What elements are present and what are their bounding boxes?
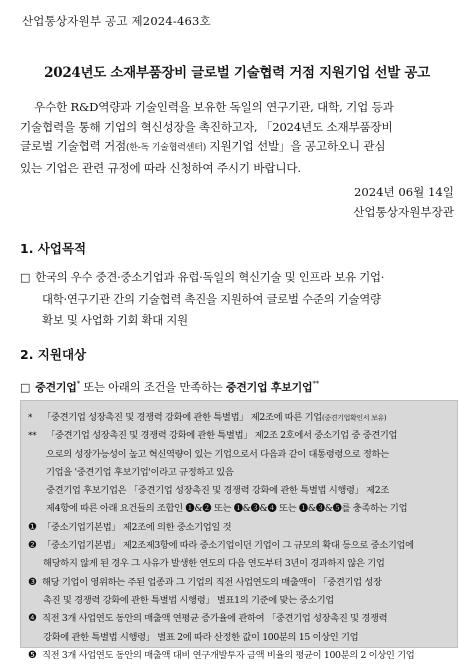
condition-text: 「중소기업기본법」 제2조제3항에 따라 중소기업이던 기업이 그 규모의 확대 등으로 중소기업에 bbox=[42, 540, 414, 552]
condition-1-icon: ❶ bbox=[28, 521, 37, 533]
intro-line: 우수한 R&D역량과 기술인력을 보유한 독일의 연구기관, 대학, 기업 등과 bbox=[34, 100, 394, 114]
condition-5-icon: ❺ bbox=[28, 649, 37, 661]
condition-line bbox=[28, 574, 452, 592]
condition-2-icon: ❷ bbox=[28, 540, 37, 552]
condition-line bbox=[28, 647, 452, 665]
target-text: 또는 아래의 조건을 만족하는 bbox=[79, 379, 226, 394]
condition-text: 직전 3개 사업연도 동안의 매출액 연평균 증가율에 관하여 「중견기업 성장촉진 및 경쟁력 bbox=[42, 613, 388, 625]
intro-paragraph bbox=[20, 98, 456, 178]
purpose-text: 한국의 우수 중견·중소기업과 유럽·독일의 혁신기술 및 인프라 보유 기업· bbox=[35, 270, 385, 284]
note-line: 으로의 성장가능성이 높고 혁신역량이 있는 기업으로서 다음과 같이 대통령령으로 정하는 bbox=[46, 448, 389, 460]
page-title: 2024년도 소재부품장비 글로벌 기술협력 거점 지원기업 선발 공고 bbox=[44, 65, 430, 81]
note-small-text: (중견기업확인서 보유) bbox=[321, 414, 387, 422]
note-line: 제4항에 따른 아래 요건들의 조합인 ❶&❷ 또는 ❶&❸&❹ 또는 ❶&❸&❺를 충족하는 기업 bbox=[46, 503, 408, 515]
target-line bbox=[20, 374, 456, 398]
checkbox-square-icon: □ bbox=[20, 271, 31, 284]
intro-small-text: (한-독 기술협력센터) bbox=[125, 143, 207, 153]
note-line: 중견기업 후보기업은 「중견기업 성장촉진 및 경쟁력 강화에 관한 특별법 시행령」 제2조 bbox=[46, 485, 389, 497]
section-heading-purpose: 1. 사업목적 bbox=[20, 241, 87, 256]
intro-line: 있는 기업은 관련 규정에 따라 신청하여 주시기 바랍니다. bbox=[20, 160, 301, 175]
purpose-bullet bbox=[20, 267, 456, 332]
purpose-line bbox=[20, 267, 456, 289]
condition-line: 해당하지 않게 된 경우 그 사유가 발생한 연도의 다음 연도부터 3년이 경과하지 않은 기업 bbox=[43, 558, 385, 570]
notice-number: 산업통상자원부 공고 제2024-463호 bbox=[22, 14, 211, 28]
target-midsize: 중견기업 bbox=[35, 380, 77, 394]
purpose-line: 대학·연구기관 간의 기술협력 촉진을 지원하여 글로벌 수준의 기술역량 bbox=[42, 291, 381, 306]
notice-signer: 산업통상자원부장관 bbox=[353, 205, 454, 219]
intro-line: 기술협력을 통해 기업의 혁신성장을 촉진하고자, 「2024년도 소재부품장비 bbox=[20, 119, 393, 134]
condition-line bbox=[28, 610, 452, 628]
condition-line: 촉진 및 경쟁력 강화에 관한 특별법 시행령」 별표1의 기준에 맞는 중소기업 bbox=[43, 594, 334, 606]
condition-line bbox=[28, 537, 452, 555]
note-line bbox=[28, 427, 452, 445]
condition-text: 직전 3개 사업연도 동안의 매출액 대비 연구개발투자 금액 비율의 평균이 100분의 2 이상인 기업 bbox=[42, 649, 415, 661]
condition-line bbox=[28, 519, 452, 537]
target-candidate: 중견기업 후보기업 bbox=[225, 380, 313, 394]
intro-text: 글로벌 기술협력 거점 bbox=[20, 139, 126, 153]
intro-text: 지원기업 선발」을 공고하오니 관심 bbox=[206, 139, 386, 153]
intro-line bbox=[20, 137, 456, 159]
condition-text: 「중소기업기본법」 제2조에 의한 중소기업일 것 bbox=[42, 521, 232, 533]
notes-list bbox=[28, 409, 452, 665]
note-line bbox=[28, 409, 452, 427]
target-bullet bbox=[20, 374, 456, 398]
checkbox-square-icon: □ bbox=[20, 380, 31, 394]
note-text: 「중견기업 성장촉진 및 경쟁력 강화에 관한 특별법」 제2조에 따른 기업 bbox=[42, 412, 322, 423]
condition-line: 강화에 관한 특별법 시행령」 별표 2에 따라 산정한 값이 100분의 15 이상인 기업 bbox=[43, 631, 359, 643]
condition-text: 해당 기업이 영위하는 주된 업종과 그 기업의 직전 사업연도의 매출액이 「중견기업 성장 bbox=[42, 576, 382, 588]
footnote-mark: * bbox=[76, 380, 80, 388]
condition-4-icon: ❹ bbox=[28, 613, 37, 625]
note-line: 기업을 '중견기업 후보기업'이라고 규정하고 있음 bbox=[46, 466, 234, 478]
note-text: 「중견기업 성장촉진 및 경쟁력 강화에 관한 특별법」 제2조 2호에서 중소기업 중 중견기업 bbox=[46, 430, 398, 442]
purpose-line: 확보 및 사업화 기회 확대 지원 bbox=[42, 313, 188, 327]
footnote-mark: ** bbox=[28, 431, 37, 442]
footnote-mark: ** bbox=[312, 380, 319, 388]
footnote-mark: * bbox=[28, 413, 33, 423]
condition-3-icon: ❸ bbox=[28, 576, 37, 588]
section-heading-target: 2. 지원대상 bbox=[20, 347, 87, 362]
notice-date: 2024년 06월 14일 bbox=[354, 185, 454, 199]
